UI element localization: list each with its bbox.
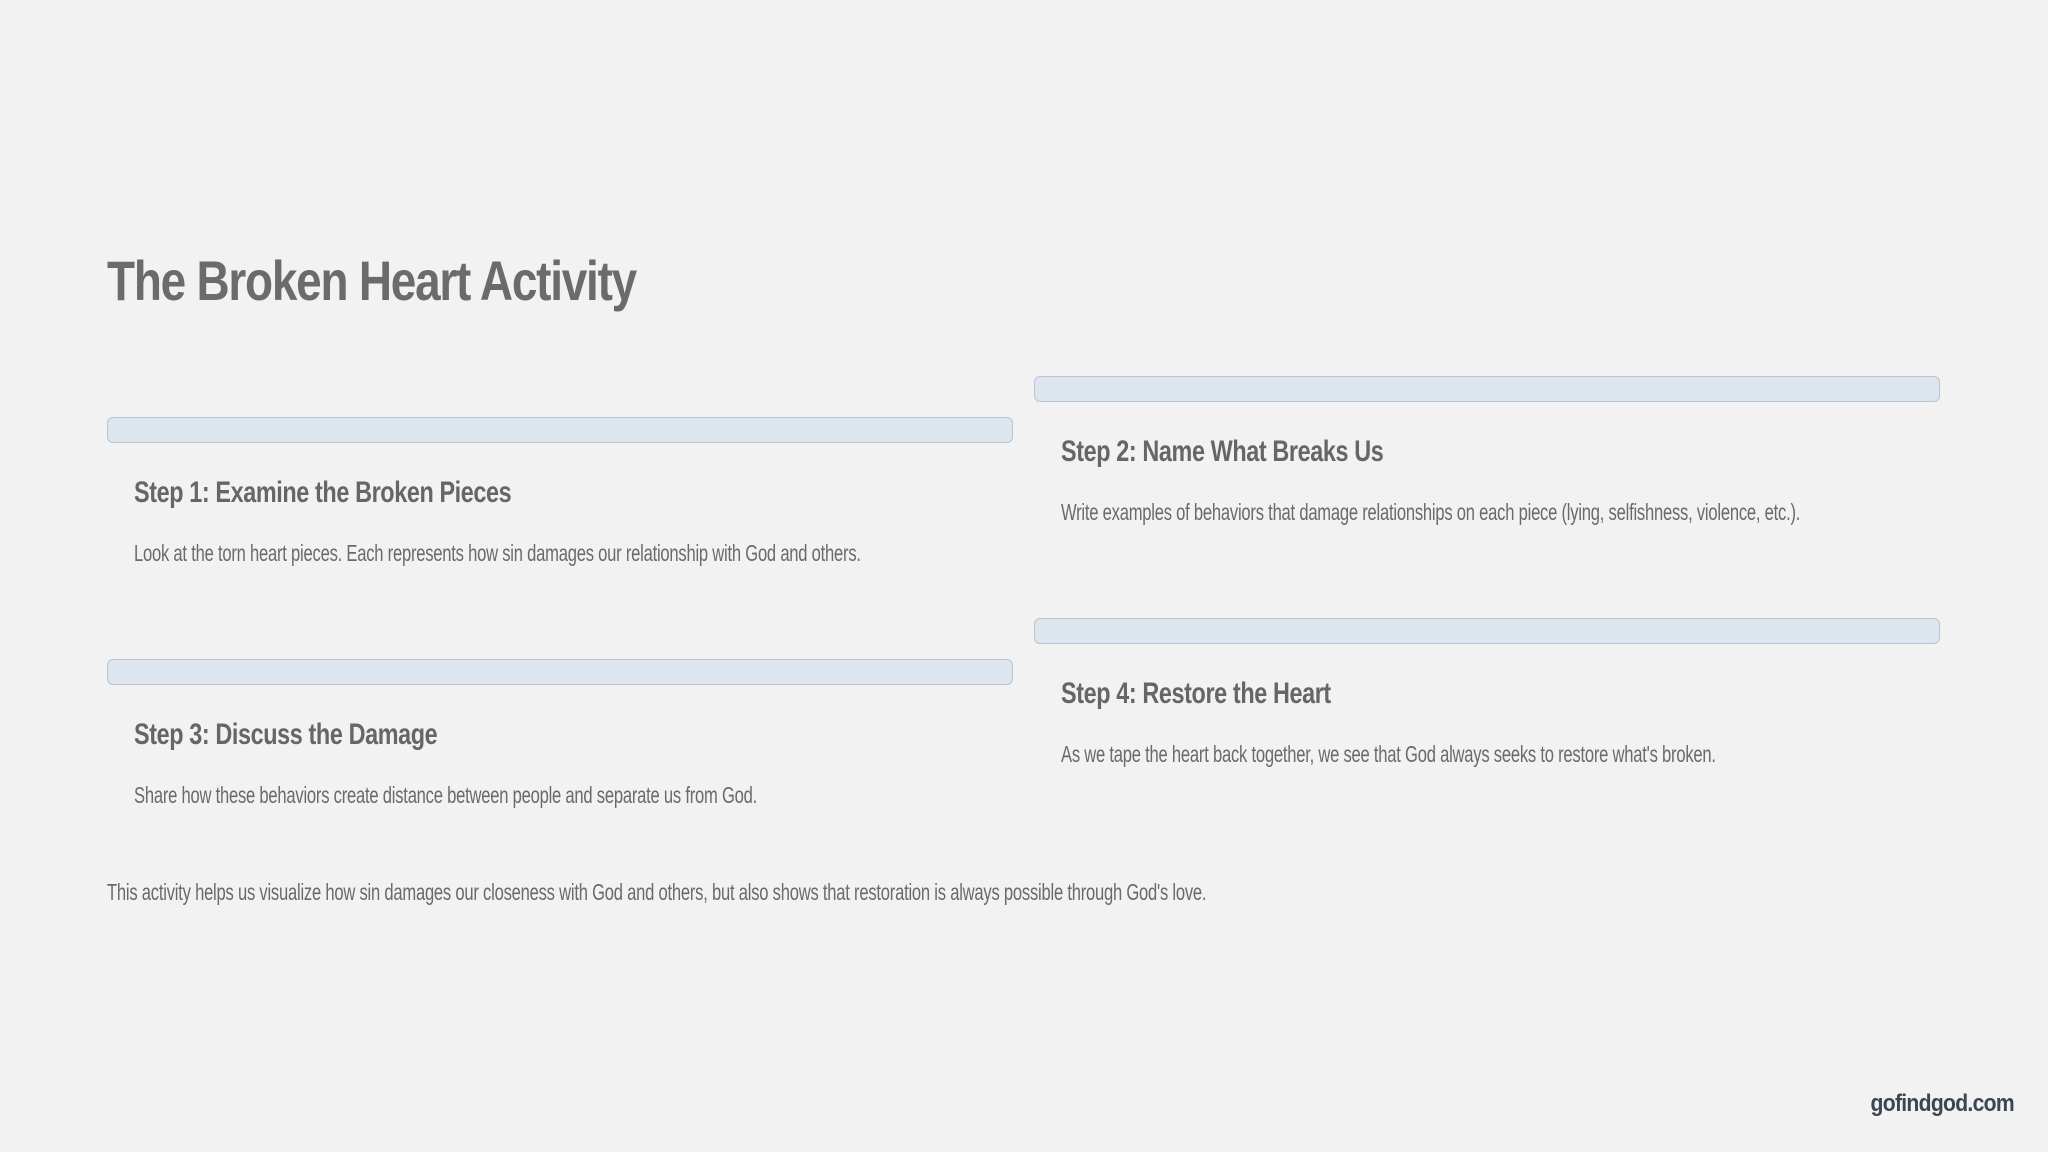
- step-description: Write examples of behaviors that damage relationships on each piece (lying, selfishness, violence, etc.).: [1061, 499, 1801, 525]
- step-heading: Step 3: Discuss the Damage: [134, 718, 438, 751]
- step-heading: Step 4: Restore the Heart: [1061, 677, 1331, 710]
- step-description: Look at the torn heart pieces. Each represents how sin damages our relationship with God and others.: [134, 540, 861, 566]
- step-description: Share how these behaviors create distance between people and separate us from God.: [134, 782, 758, 808]
- step-card-1: [107, 417, 1013, 577]
- slide-title: The Broken Heart Activity: [107, 249, 636, 312]
- step-card-accent-bar: [107, 659, 1013, 685]
- summary-text: This activity helps us visualize how sin damages our closeness with God and others, but also shows that restoration is always possible through God's love.: [107, 879, 1207, 905]
- step-card-accent-bar: [1034, 618, 1940, 644]
- step-heading: Step 2: Name What Breaks Us: [1061, 435, 1384, 468]
- step-card-accent-bar: [107, 417, 1013, 443]
- step-card-2: [1034, 376, 1940, 536]
- step-card-3: [107, 659, 1013, 819]
- step-description: As we tape the heart back together, we see that God always seeks to restore what's broken.: [1061, 741, 1716, 767]
- step-card-accent-bar: [1034, 376, 1940, 402]
- brand-logo-text: gofindgod.com: [1870, 1090, 2014, 1117]
- step-card-4: [1034, 618, 1940, 778]
- step-heading: Step 1: Examine the Broken Pieces: [134, 476, 512, 509]
